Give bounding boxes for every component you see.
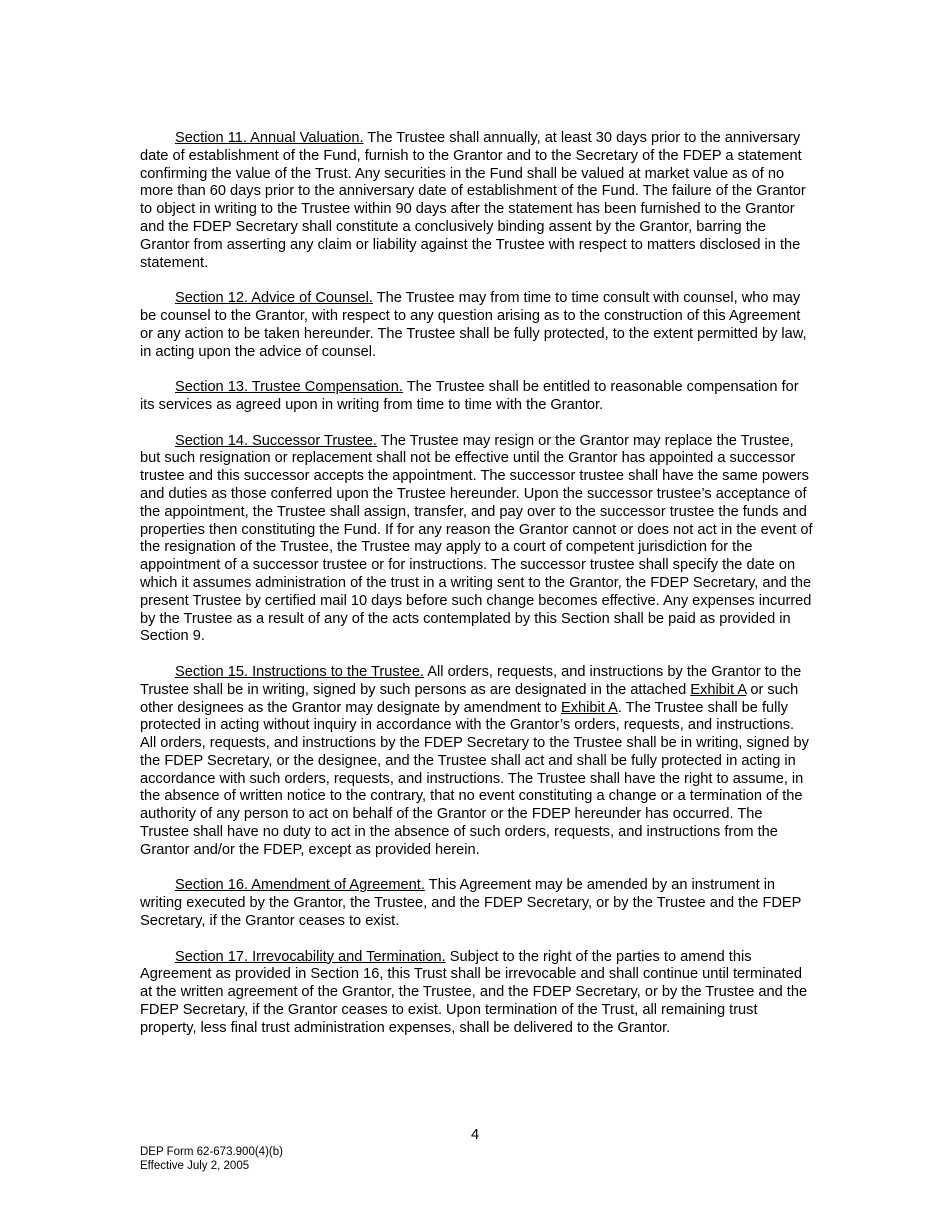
section-15 [140, 664, 813, 860]
page-number: 4 [470, 1127, 480, 1143]
section-13 [140, 379, 813, 415]
section-16 [140, 877, 813, 930]
effective-date: Effective July 2, 2005 [140, 1160, 250, 1172]
section-12 [140, 290, 813, 361]
section-17 [140, 949, 813, 1038]
section-11-heading: Section 11. Annual Valuation. [175, 130, 364, 146]
section-13-heading: Section 13. Trustee Compensation. [175, 379, 403, 396]
section-15-text-a: All orders, requests, and instructions by the Grantor to the Trustee shall be in writing, signed by such persons as are designated in the attached [140, 663, 802, 698]
section-15-text-b: or such other designees as the Grantor may designate by amendment to [140, 681, 799, 716]
section-17-text: Subject to the right of the parties to amend this Agreement as provided in Section 16, this Trust shall be irrevocable and shall continue until terminated at the written agreement of the Grantor, the Trustee, and the FDEP Secretary, or by the Trustee and the FDEP Secretary, if the Grantor ceases to exist. Upon termination of the Trust, all remaining trust property, less final trust administration expenses, shall be delivered to the Grantor. [140, 948, 808, 1036]
section-16-text: This Agreement may be amended by an instrument in writing executed by the Grantor, the Trustee, and the FDEP Secretary, or by the Trustee and the FDEP Secretary, if the Grantor ceases to exist. [140, 877, 802, 930]
section-11 [140, 130, 813, 272]
section-12-text: The Trustee may from time to time consult with counsel, who may be counsel to the Grantor, with respect to any question arising as to the construction of this Agreement or any action to be taken hereunder. The Trustee shall be fully protected, to the extent permitted by law, in acting upon the advice of counsel. [140, 290, 807, 360]
section-12-heading: Section 12. Advice of Counsel. [175, 290, 373, 307]
section-14 [140, 433, 813, 647]
section-14-text: The Trustee may resign or the Grantor may replace the Trustee, but such resignation or replacement shall not be effective until the Grantor has appointed a successor trustee and this successor accepts the appointment. The successor trustee shall have the same powers and duties as those conferred upon the Trustee hereunder. Upon the successor trustee’s acceptance of the appointment, the Trustee shall assign, transfer, and pay over to the successor trustee the funds and properties then constituting the Fund. If for any reason the Grantor cannot or does not act in the event of the resignation of the Trustee, the Trustee may apply to a court of competent jurisdiction for the appointment of a successor trustee or for instructions. The successor trustee shall specify the date on which it assumes administration of the trust in a writing sent to the Grantor, the FDEP Secretary, and the present Trustee by certified mail 10 days before such change becomes effective. Any expenses incurred by the Trustee as a result of any of the acts contemplated by this Section shall be paid as provided in Section 9. [140, 432, 813, 645]
section-16-heading: Section 16. Amendment of Agreement. [175, 877, 425, 894]
section-11-text: The Trustee shall annually, at least 30 days prior to the anniversary date of establishment of the Fund, furnish to the Grantor and to the Secretary of the FDEP a statement confirming the value of the Trust. Any securities in the Fund shall be valued at market value as of no more than 60 days prior to the anniversary date of establishment of the Fund. The failure of the Grantor to object in writing to the Trustee within 90 days after the statement has been furnished to the Grantor and the FDEP Secretary shall constitute a conclusively binding assent by the Grantor, barring the Grantor from asserting any claim or liability against the Trustee with respect to matters disclosed in the statement. [140, 130, 806, 271]
form-number: DEP Form 62-673.900(4)(b) [140, 1146, 283, 1158]
document-body [140, 130, 813, 1055]
section-14-heading: Section 14. Successor Trustee. [175, 432, 377, 449]
section-13-text: The Trustee shall be entitled to reasonable compensation for its services as agreed upon in writing from time to time with the Grantor. [140, 379, 799, 413]
footer [140, 1145, 283, 1173]
section-15-text-c: . The Trustee shall be fully protected in acting without inquiry in accordance with the Grantor’s orders, requests, and instructions. All orders, requests, and instructions by the FDEP Secretary to the Trustee shall be in writing, signed by the FDEP Secretary, or the designee, and the Trustee shall act and shall be fully protected in acting in accordance with such orders, requests, and instructions. The Trustee shall have the right to assume, in the absence of written notice to the contrary, that no event constituting a change or a termination of the authority of any person to act on behalf of the Grantor or the FDEP hereunder has occurred. The Trustee shall have no duty to act in the absence of such orders, requests, and instructions from the Grantor and/or the FDEP, except as provided herein. [140, 699, 809, 858]
section-15-heading: Section 15. Instructions to the Trustee. [175, 663, 425, 680]
exhibit-a-reference-2: Exhibit A [561, 699, 618, 716]
section-17-heading: Section 17. Irrevocability and Termination. [175, 948, 446, 965]
exhibit-a-reference: Exhibit A [690, 681, 747, 698]
